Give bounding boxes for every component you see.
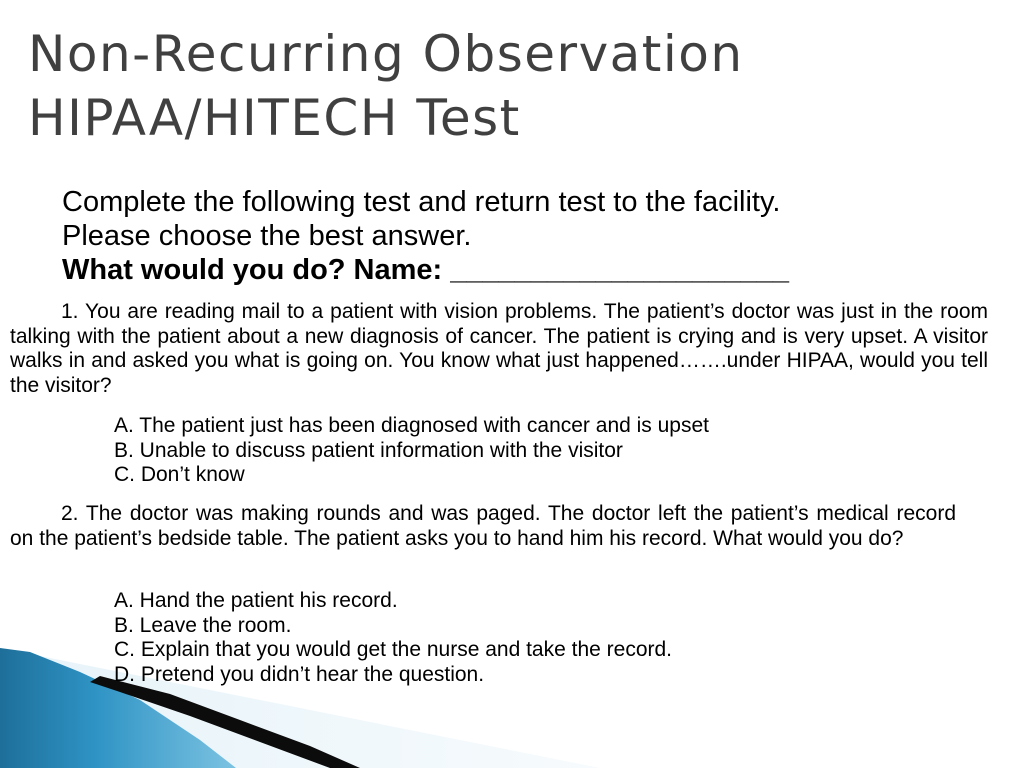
question-2-option-c: C. Explain that you would get the nurse and take the record. xyxy=(114,638,673,661)
choose-text: Please choose the best answer. xyxy=(62,220,472,252)
question-1-option-b: B. Unable to discuss patient information with the visitor xyxy=(114,438,623,462)
question-1-options xyxy=(114,414,994,488)
instructions-block xyxy=(62,185,1002,287)
question-1-option-c: C. Don’t know xyxy=(114,463,245,486)
page-title xyxy=(28,22,988,150)
question-2-options xyxy=(114,589,994,687)
question-1-option-a: A. The patient just has been diagnosed with cancer and is upset xyxy=(114,414,710,437)
question-2-option-b: B. Leave the room. xyxy=(114,613,292,637)
title-line-2: HIPAA/HITECH Test xyxy=(28,89,521,147)
name-prompt: What would you do? Name: _____________________ xyxy=(62,254,789,286)
question-1-text: 1. You are reading mail to a patient with vision problems. The patient’s doctor was just in the room talking with the patient about a new diagnosis of cancer. The patient is crying and is very upset. A visitor walks in and asked you what is going on. You know what just happened…….under HIPAA, would you tell the visitor? xyxy=(10,300,988,397)
question-2-option-d: D. Pretend you didn’t hear the question. xyxy=(114,662,485,686)
question-2-option-a: A. Hand the patient his record. xyxy=(114,589,398,612)
question-2-text: 2. The doctor was making rounds and was paged. The doctor left the patient’s medical record on the patient’s bedside table. The patient asks you to hand him his record. What would you do? xyxy=(10,502,956,550)
instruction-text: Complete the following test and return test to the facility. xyxy=(62,186,781,218)
title-line-1: Non-Recurring Observation xyxy=(28,25,744,83)
